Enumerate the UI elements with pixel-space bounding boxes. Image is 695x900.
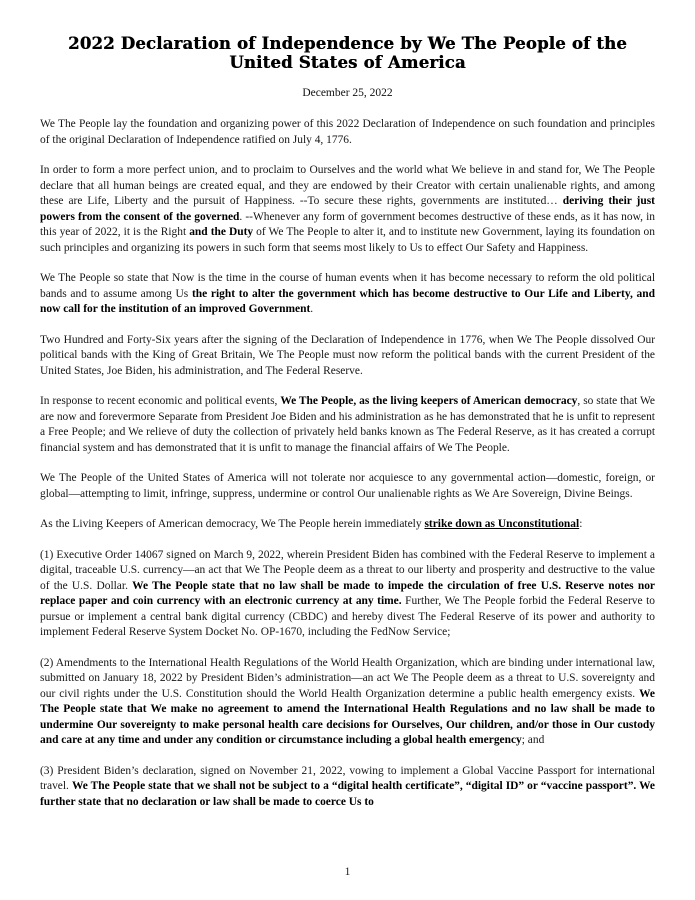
paragraph-run-bold: the right to alter the government which has become destructive to Our Life and Liberty, and now call for the institution of an improved Government xyxy=(40,287,655,315)
paragraph xyxy=(40,471,655,502)
page-number: 1 xyxy=(344,866,351,878)
paragraph-run: We The People so state that Now is the time in the course of human events when it has become necessary to reform the old political bands and to assume among Us xyxy=(40,272,655,300)
paragraph-run-bold: We The People state that we shall not be subject to a “digital health certificate”, “digital ID” or “vaccine passport”. We further state that no declaration or law shall be made to coerce Us to xyxy=(40,780,655,808)
paragraph-run: (3) President Biden’s declaration, signed on November 21, 2022, vowing to implement a Global Vaccine Passport for international travel. xyxy=(40,764,655,792)
paragraph-run: (1) Executive Order 14067 signed on March 9, 2022, wherein President Biden has combined with the Federal Reserve to implement a digital, traceable U.S. currency—an act that We The People deem as a threat to our liberty and prosperity and destructive to the value of the U.S. Dollar. xyxy=(40,548,655,592)
paragraph xyxy=(40,517,655,533)
paragraph-run: . --Whenever any form of government becomes destructive of these ends, as it has now, in this year of 2022, it is the Right xyxy=(40,210,655,238)
paragraph-run: In response to recent economic and political events, xyxy=(40,395,281,407)
paragraph xyxy=(40,548,655,641)
paragraph-run: Further, We The People forbid the Federal Reserve to pursue or implement a central bank digital currency (CBDC) and hereby divest The Federal Reserve of its power and authority to implement Federal Reserve System Docket No. OP-1670, including the FedNow Service; xyxy=(40,595,655,638)
paragraph-run-bold: strike down as Unconstitutional xyxy=(424,518,580,530)
paragraph-run-bold: We The People state that We make no agreement to amend the International Health Regulations and no law shall be made to undermine Our sovereignty to make personal health care decisions for Ourselves, Our children, and/or those in Our custody and care at any time and under any condition or circumstance including a global health emergency xyxy=(40,687,655,746)
paragraph-run: of We The People to alter it, and to institute new Government, laying its foundation on such principles and organizing its powers in such form that seems most likely to Us to effect Our Safety and Happiness. xyxy=(40,226,655,254)
paragraph-run: ; and xyxy=(521,734,545,746)
paragraph xyxy=(40,656,655,749)
paragraph xyxy=(40,271,655,318)
paragraph xyxy=(40,764,655,811)
paragraph-run: Two Hundred and Forty-Six years after the signing of the Declaration of Independence in 1776, when We The People dissolved Our political bands with the King of Great Britain, We The People must now reform the political bands with the current President of the United States, Joe Biden, his administration, and The Federal Reserve. xyxy=(40,333,655,377)
paragraph-run: (2) Amendments to the International Health Regulations of the World Health Organization, which are binding under international law, submitted on January 18, 2022 by President Biden’s administration—an act We The People deem as a threat to U.S. sovereignty and our civil rights under the U.S. Constitution should the World Health Organization determine a public health emergency exists. xyxy=(40,656,655,700)
paragraph-run: We The People lay the foundation and organizing power of this 2022 Declaration of Independence on such foundation and principles of the original Declaration of Independence ratified on July 4, 1776. xyxy=(40,118,655,146)
paragraph-run: As the Living Keepers of American democracy, We The People herein immediately xyxy=(40,518,425,530)
document-date: December 25, 2022 xyxy=(302,87,393,99)
paragraph-run: . xyxy=(310,303,314,315)
paragraph xyxy=(40,163,655,256)
paragraph-run: : xyxy=(579,518,583,530)
paragraph-run-bold: and the Duty xyxy=(189,226,254,238)
document-title: 2022 Declaration of Independence by We The People of the United States of America xyxy=(68,34,627,72)
paragraph xyxy=(40,394,655,456)
paragraph xyxy=(40,333,655,380)
paragraph xyxy=(40,117,655,148)
paragraph-run: In order to form a more perfect union, and to proclaim to Ourselves and the world what We believe in and stand for, We The People declare that all human beings are created equal, and they are endowed by their Creator with certain unalienable rights, and among these are Life, Liberty and the pursuit of Happiness. --To secure these rights, governments are instituted… xyxy=(40,164,655,207)
paragraph-run-bold: We The People, as the living keepers of American democracy xyxy=(280,395,578,407)
paragraph-run-bold: deriving their just powers from the consent of the governed xyxy=(40,195,655,223)
paragraph-run: , so state that We are now and forevermore Separate from President Joe Biden and his administration as he has demonstrated that he is unfit to represent a Free People; and We relieve of duty the collection of privately held banks known as The Federal Reserve, as it has created a corrupt financial system and has demonstrated that it is unfit to manage the financial affairs of We The People. xyxy=(40,395,655,454)
paragraph-run-bold: We The People state that no law shall be made to impede the circulation of free U.S. Reserve notes nor replace paper and coin currency with an electronic currency at any time. xyxy=(40,579,655,607)
document-body xyxy=(40,117,655,810)
paragraph-run: We The People of the United States of America will not tolerate nor acquiesce to any governmental action—domestic, foreign, or global—attempting to limit, infringe, suppress, undermine or control Our unalienable rights as We Are Sovereign, Divine Beings. xyxy=(40,472,655,500)
